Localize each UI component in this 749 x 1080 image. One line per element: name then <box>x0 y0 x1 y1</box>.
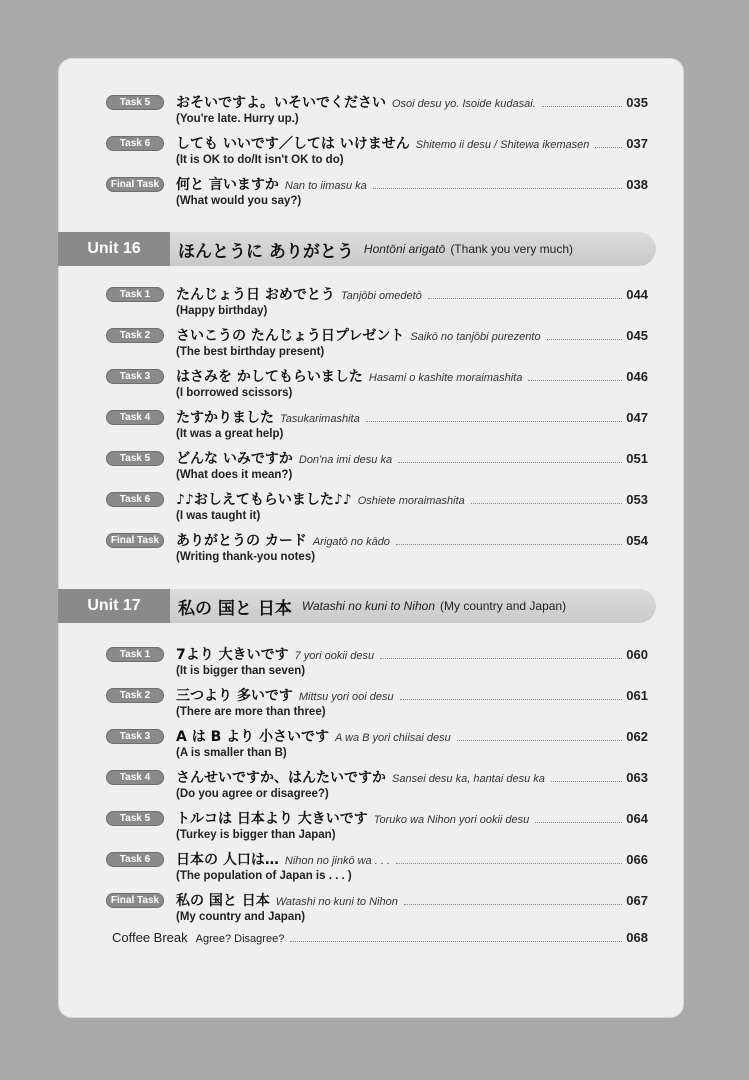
unit-label: Unit 16 <box>58 232 170 266</box>
entry-romaji: Tanjōbi omedetō <box>340 290 422 302</box>
toc-entry[interactable] <box>58 890 684 930</box>
entry-romaji: Toruko wa Nihon yori ookii desu <box>373 814 530 826</box>
entry-line <box>176 530 648 552</box>
entry-japanese: ♪♪おしえてもらいました♪♪ <box>176 492 352 508</box>
task-badge: Final Task <box>106 893 164 908</box>
unit-title-english: (My country and Japan) <box>440 599 567 613</box>
entry-japanese: はさみを かしてもらいました <box>176 369 363 385</box>
dot-leader <box>535 821 622 823</box>
unit-title-romaji: Watashi no kuni to Nihon <box>301 599 436 613</box>
entry-english: (Do you agree or disagree?) <box>176 788 329 800</box>
dot-leader <box>542 105 623 107</box>
unit-title-english: (Thank you very much) <box>450 242 574 256</box>
unit-title-japanese: 私の 国と 日本 <box>178 598 292 619</box>
task-badge: Task 3 <box>106 729 164 744</box>
task-badge: Task 2 <box>106 328 164 343</box>
entry-page-number: 045 <box>626 328 648 343</box>
entry-romaji: Oshiete moraimashita <box>357 495 465 507</box>
dot-leader <box>373 187 622 189</box>
task-badge: Task 5 <box>106 451 164 466</box>
task-badge: Task 4 <box>106 410 164 425</box>
entry-page-number: 064 <box>626 811 648 826</box>
entry-japanese: たすかりました <box>176 410 274 426</box>
task-badge: Task 6 <box>106 492 164 507</box>
entry-english: (The population of Japan is . . . ) <box>176 870 352 882</box>
task-badge: Task 2 <box>106 688 164 703</box>
entry-line <box>176 767 648 789</box>
toc-entry[interactable] <box>58 366 684 406</box>
entry-page-number: 061 <box>626 688 648 703</box>
entry-english: (The best birthday present) <box>176 346 325 358</box>
entry-romaji: Shitemo ii desu / Shitewa ikemasen <box>415 139 590 151</box>
entry-line <box>176 849 648 871</box>
entry-romaji: Arigatō no kādo <box>312 536 390 548</box>
entry-japanese: しても いいです／しては いけません <box>176 136 410 152</box>
entry-english: (Writing thank-you notes) <box>176 551 316 563</box>
entry-page-number: 063 <box>626 770 648 785</box>
dot-leader <box>400 698 623 700</box>
dot-leader <box>380 657 622 659</box>
toc-page <box>58 58 684 1018</box>
dot-leader <box>404 903 622 905</box>
entry-romaji: Mittsu yori ooi desu <box>298 691 394 703</box>
entry-line <box>176 284 648 306</box>
unit-title <box>178 232 573 266</box>
unit-title <box>178 589 566 623</box>
entry-japanese: 三つより 多いです <box>176 688 293 704</box>
entry-page-number: 035 <box>626 95 648 110</box>
entry-romaji: Nan to iimasu ka <box>284 180 367 192</box>
dot-leader <box>471 502 623 504</box>
task-badge: Task 1 <box>106 287 164 302</box>
entry-english: (I borrowed scissors) <box>176 387 293 399</box>
entry-page-number: 046 <box>626 369 648 384</box>
unit-17-header[interactable] <box>58 589 656 623</box>
entry-japanese: どんな いみですか <box>176 451 293 467</box>
dot-leader <box>551 780 622 782</box>
entry-english: (What does it mean?) <box>176 469 293 481</box>
dot-leader <box>366 420 623 422</box>
entry-line <box>176 325 648 347</box>
entry-romaji: Nihon no jinkō wa . . . <box>284 855 391 867</box>
entry-english: (A is smaller than B) <box>176 747 287 759</box>
entry-page-number: 066 <box>626 852 648 867</box>
entry-japanese: トルコは 日本より 大きいです <box>176 811 368 827</box>
dot-leader <box>457 739 623 741</box>
entry-english: (What would you say?) <box>176 195 302 207</box>
toc-entry[interactable] <box>58 726 684 766</box>
entry-japanese: さんせいですか、はんたいですか <box>176 770 386 786</box>
entry-japanese: 日本の 人口は… <box>176 852 279 868</box>
coffee-break-subtitle: Agree? Disagree? <box>195 933 285 945</box>
entry-japanese: 私の 国と 日本 <box>176 893 270 909</box>
entry-english: (I was taught it) <box>176 510 261 522</box>
entry-page-number: 044 <box>626 287 648 302</box>
toc-entry[interactable] <box>58 685 684 725</box>
entry-romaji: Don'na imi desu ka <box>298 454 393 466</box>
unit-16-header[interactable] <box>58 232 656 266</box>
task-badge: Final Task <box>106 177 164 192</box>
dot-leader <box>396 862 622 864</box>
dot-leader <box>398 461 622 463</box>
entry-japanese: おそいですよ。いそいでください <box>176 95 386 111</box>
entry-english: (Happy birthday) <box>176 305 268 317</box>
entry-romaji: Osoi desu yo. Isoide kudasai. <box>392 98 536 110</box>
task-badge: Task 3 <box>106 369 164 384</box>
entry-page-number: 038 <box>626 177 648 192</box>
toc-entry[interactable] <box>58 325 684 365</box>
dot-leader <box>396 543 622 545</box>
entry-english: (My country and Japan) <box>176 911 306 923</box>
entry-english: (You're late. Hurry up.) <box>176 113 299 125</box>
dot-leader <box>547 338 623 340</box>
unit-title-japanese: ほんとうに ありがとう <box>178 241 354 262</box>
toc-entry[interactable] <box>58 644 684 684</box>
entry-english: (Turkey is bigger than Japan) <box>176 829 336 841</box>
toc-entry[interactable] <box>58 849 684 889</box>
entry-english: (It is OK to do/It isn't OK to do) <box>176 154 344 166</box>
entry-romaji: Saikō no tanjōbi purezento <box>410 331 541 343</box>
task-badge: Final Task <box>106 533 164 548</box>
entry-page-number: 037 <box>626 136 648 151</box>
entry-japanese: ありがとうの カード <box>176 533 307 549</box>
task-badge: Task 6 <box>106 852 164 867</box>
dot-leader <box>528 379 622 381</box>
toc-entry[interactable] <box>58 448 684 488</box>
entry-page-number: 047 <box>626 410 648 425</box>
toc-entry[interactable] <box>58 407 684 447</box>
entry-line <box>176 174 648 196</box>
entry-japanese: A は B より 小さいです <box>176 729 330 745</box>
entry-line <box>176 133 648 155</box>
entry-line <box>176 407 648 429</box>
entry-romaji: Tasukarimashita <box>280 413 360 425</box>
entry-romaji: Watashi no kuni to Nihon <box>275 896 398 908</box>
entry-english: (It was a great help) <box>176 428 284 440</box>
unit-title-romaji: Hontōni arigatō <box>363 242 446 256</box>
entry-japanese: 何と 言いますか <box>176 177 279 193</box>
entry-japanese: 7より 大きいです <box>176 647 289 663</box>
task-badge: Task 1 <box>106 647 164 662</box>
task-badge: Task 4 <box>106 770 164 785</box>
entry-romaji: A wa B yori chiisai desu <box>335 732 451 744</box>
entry-page-number: 067 <box>626 893 648 908</box>
task-badge: Task 5 <box>106 811 164 826</box>
entry-line <box>176 808 648 830</box>
entry-line <box>176 644 648 666</box>
entry-line <box>176 92 648 114</box>
dot-leader <box>428 297 622 299</box>
dot-leader <box>290 940 622 942</box>
entry-line <box>176 726 648 748</box>
entry-page-number: 062 <box>626 729 648 744</box>
entry-japanese: たんじょう日 おめでとう <box>176 287 335 303</box>
entry-line <box>176 489 648 511</box>
toc-entry[interactable] <box>58 92 684 132</box>
toc-entry[interactable] <box>58 174 684 214</box>
toc-entry[interactable] <box>58 767 684 807</box>
task-badge: Task 5 <box>106 95 164 110</box>
entry-line <box>176 366 648 388</box>
toc-entry[interactable] <box>58 489 684 529</box>
coffee-break-label: Coffee Break <box>112 930 188 945</box>
entry-english: (There are more than three) <box>176 706 326 718</box>
entry-line <box>176 890 648 912</box>
toc-entry[interactable] <box>58 284 684 324</box>
entry-romaji: 7 yori ookii desu <box>294 650 375 662</box>
entry-romaji: Sansei desu ka, hantai desu ka <box>392 773 545 785</box>
toc-entry[interactable] <box>58 530 684 570</box>
coffee-break-page-number: 068 <box>626 930 648 945</box>
entry-page-number: 051 <box>626 451 648 466</box>
entry-english: (It is bigger than seven) <box>176 665 306 677</box>
unit-label: Unit 17 <box>58 589 170 623</box>
entry-romaji: Hasami o kashite moraimashita <box>368 372 523 384</box>
entry-page-number: 053 <box>626 492 648 507</box>
entry-page-number: 054 <box>626 533 648 548</box>
coffee-break-entry[interactable] <box>112 930 648 950</box>
entry-page-number: 060 <box>626 647 648 662</box>
toc-entry[interactable] <box>58 808 684 848</box>
entry-japanese: さいこうの たんじょう日プレゼント <box>176 328 405 344</box>
entry-line <box>176 448 648 470</box>
task-badge: Task 6 <box>106 136 164 151</box>
entry-line <box>176 685 648 707</box>
dot-leader <box>595 146 622 148</box>
toc-entry[interactable] <box>58 133 684 173</box>
